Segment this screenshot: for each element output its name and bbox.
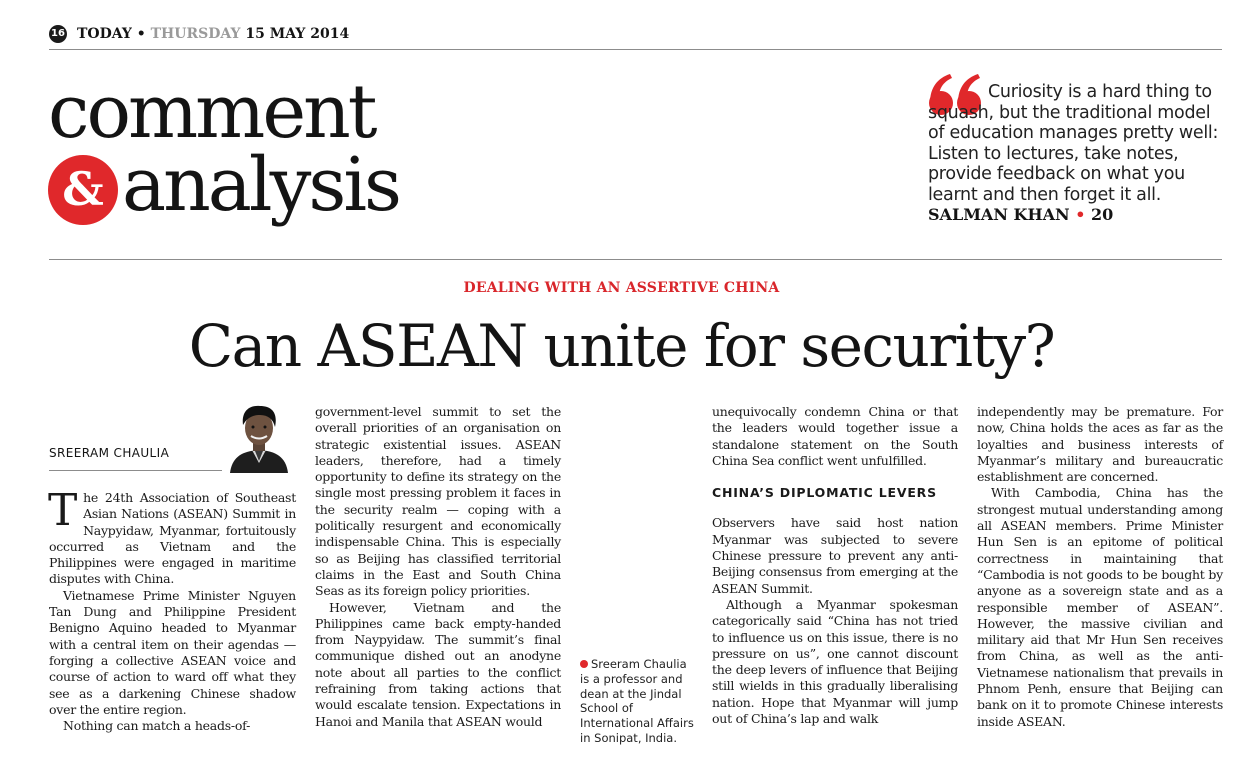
paragraph: Vietnamese Prime Minister Nguyen Tan Dung and Philippine President Benigno Aquino headed to Myanmar with a central item on their agendas — forging a collective ASEAN voice and course of action to ward off what they see as a darkening Chinese shadow over the entire region. (49, 587, 296, 717)
section-title-comment: comment (48, 69, 375, 155)
article-subhead: CHINA’S DIPLOMATIC LEVERS (712, 485, 937, 501)
section-title-analysis: analysis (122, 142, 399, 228)
author-bio (580, 657, 698, 746)
dateline (77, 24, 349, 44)
page-number-badge: 16 (49, 25, 67, 43)
drop-cap: T (48, 485, 78, 536)
dateline-date: 15 MAY 2014 (245, 26, 350, 42)
author-bio-text: Sreeram Chaulia is a professor and dean at the Jindal School of International Affairs in Sonipat, India. (580, 657, 694, 745)
dateline-day: THURSDAY (150, 26, 241, 42)
pull-quote: Curiosity is a hard thing to squash, but the traditional model of education manages pretty well: Listen to lectures, take notes, provide feedback on what you learnt and then forget it all. (928, 82, 1219, 205)
quote-author-separator: • (1075, 205, 1086, 224)
article-column-4 (977, 404, 1223, 730)
article-column-1 (48, 485, 296, 734)
article-headline: Can ASEAN unite for security? (188, 312, 1055, 380)
paragraph: However, Vietnam and the Philippines came back empty-handed from Naypyidaw. The summit’s final communique dished out an anodyne note about all parties to the conflict refraining from taking actions that would escalate tension. Expectations in Hanoi and Manila that ASEAN would (315, 599, 561, 729)
quote-author-age: 20 (1091, 205, 1114, 224)
dateline-separator: • (136, 26, 146, 42)
paragraph: unequivocally condemn China or that the leaders would together issue a standalone statement on the South China Sea conflict went unfulfilled. (712, 404, 958, 468)
paragraph: he 24th Association of Southeast Asian Nations (ASEAN) Summit in Naypyidaw, Myanmar, fortuitously occurred as Vietnam and the Philippines were engaged in maritime disputes with China. (49, 490, 296, 587)
top-rule (49, 49, 1222, 50)
masthead-rule (49, 259, 1222, 260)
article-column-3 (712, 404, 958, 727)
paragraph: independently may be premature. For now, China holds the aces as far as the loyalties and business interests of Myanmar’s military and bureaucratic establishment are concerned. (977, 404, 1223, 485)
paragraph: Although a Myanmar spokesman categorically said “China has not tried to influence us on this issue, there is no pressure on us”, one cannot discount the deep levers of influence that Beijing still wields in this gradually liberalising nation. Hope that Myanmar will jump out of China’s lap and walk (712, 596, 958, 727)
paper-name: TODAY (77, 26, 132, 42)
byline: SREERAM CHAULIA (49, 446, 170, 460)
paragraph: government-level summit to set the overall priorities of an organisation on strategic existential issues. ASEAN leaders, therefore, had a timely opportunity to define its strategy on the single most pressing problem it faces in the security realm — coping with a politically resurgent and economically indispensable China. This is especially so as Beijing has classified territorial claims in the East and South China Seas as its foreign policy priorities. (315, 404, 561, 599)
paragraph: With Cambodia, China has the strongest mutual understanding among all ASEAN members. Prime Minister Hun Sen is an epitome of political correctness in maintaining that “Cambodia is not goods to be bought by anyone as a sovereign state and as a responsible member of ASEAN”. However, the massive civilian and military aid that Mr Hun Sen receives from China, as well as the anti-Vietnamese nationalism that prevails in Phnom Penh, ensure that Beijing can bank on it to promote Chinese interests inside ASEAN. (977, 485, 1223, 729)
article-column-2 (315, 404, 561, 730)
paragraph: Observers have said host nation Myanmar was subjected to severe Chinese pressure to prevent any anti-Beijing consensus from emerging at the ASEAN Summit. (712, 515, 958, 596)
quote-author (928, 205, 1113, 224)
ampersand-badge: & (48, 155, 118, 225)
paragraph: Nothing can match a heads-of- (63, 718, 251, 734)
article-kicker: DEALING WITH AN ASSERTIVE CHINA (463, 280, 780, 296)
author-photo (222, 403, 296, 473)
quote-author-name: SALMAN KHAN (928, 205, 1070, 224)
bio-bullet (580, 660, 588, 668)
